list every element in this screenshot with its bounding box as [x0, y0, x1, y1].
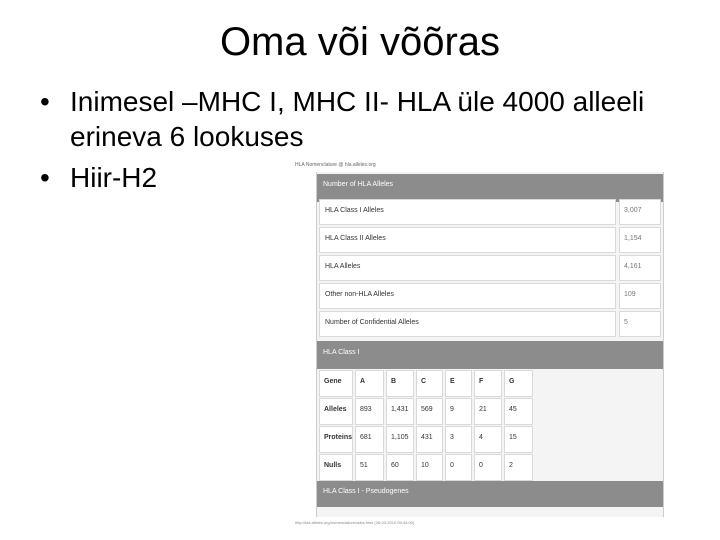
- hla-statistics-screenshot: [316, 172, 664, 517]
- count-value: 5: [619, 311, 661, 337]
- count-row: [319, 311, 661, 337]
- count-label: Number of Confidential Alleles: [319, 311, 616, 337]
- table-header-cell: E: [445, 370, 472, 397]
- count-row: [319, 255, 661, 281]
- table-cell: 681: [355, 426, 384, 453]
- table-header-cell: G: [504, 370, 533, 397]
- table-cell: 15: [504, 426, 533, 453]
- count-value: 3,007: [619, 199, 661, 225]
- table-header-cell: C: [416, 370, 443, 397]
- bullet-glyph: •: [40, 162, 50, 193]
- table-cell: 45: [504, 398, 533, 425]
- table-cell: 1,105: [386, 426, 414, 453]
- table-cell: 9: [445, 398, 472, 425]
- table-cell: 0: [474, 454, 502, 481]
- table-cell: Nulls: [319, 454, 353, 481]
- table-cell: 0: [445, 454, 472, 481]
- table-header-cell: Gene: [319, 370, 353, 397]
- count-row: [319, 227, 661, 253]
- table-cell: 893: [355, 398, 384, 425]
- table-cell: 431: [416, 426, 443, 453]
- table-cell: 51: [355, 454, 384, 481]
- count-label: HLA Class II Alleles: [319, 227, 616, 253]
- table-header-cell: F: [474, 370, 502, 397]
- section-header-pseudogenes: HLA Class I - Pseudogenes: [317, 481, 663, 507]
- screenshot-footer-url: http://hla.alleles.org/nomenclature/stats.html (28-03-2010 09:44:00): [295, 520, 415, 525]
- count-value: 109: [619, 283, 661, 309]
- table-cell: 4: [474, 426, 502, 453]
- bullet-item: [40, 84, 680, 154]
- count-label: Other non-HLA Alleles: [319, 283, 616, 309]
- table-cell: 3: [445, 426, 472, 453]
- count-value: 1,154: [619, 227, 661, 253]
- count-label: HLA Class I Alleles: [319, 199, 616, 225]
- count-value: 4,161: [619, 255, 661, 281]
- bullet-glyph: •: [40, 86, 50, 117]
- table-cell: 60: [386, 454, 414, 481]
- table-header-cell: B: [386, 370, 414, 397]
- bullet-text: Hiir-H2: [70, 162, 158, 193]
- bullet-text: Inimesel –MHC I, MHC II- HLA üle 4000 alleeli erineva 6 lookuses: [70, 86, 645, 152]
- count-row: [319, 283, 661, 309]
- count-label: HLA Alleles: [319, 255, 616, 281]
- table-cell: 2: [504, 454, 533, 481]
- table-cell: 21: [474, 398, 502, 425]
- count-row: [319, 199, 661, 225]
- screenshot-caption: HLA Nomenclature @ hla.alleles.org: [295, 162, 376, 168]
- slide-title: Oma või võõras: [219, 20, 501, 64]
- table-cell: Proteins: [319, 426, 353, 453]
- section-header-allele-counts: Number of HLA Alleles: [317, 174, 663, 202]
- table-cell: 569: [416, 398, 443, 425]
- section-header-hla-class-1: HLA Class I: [317, 341, 663, 369]
- table-cell: Alleles: [319, 398, 353, 425]
- table-cell: 10: [416, 454, 443, 481]
- table-cell: 1,431: [386, 398, 414, 425]
- table-header-cell: A: [355, 370, 384, 397]
